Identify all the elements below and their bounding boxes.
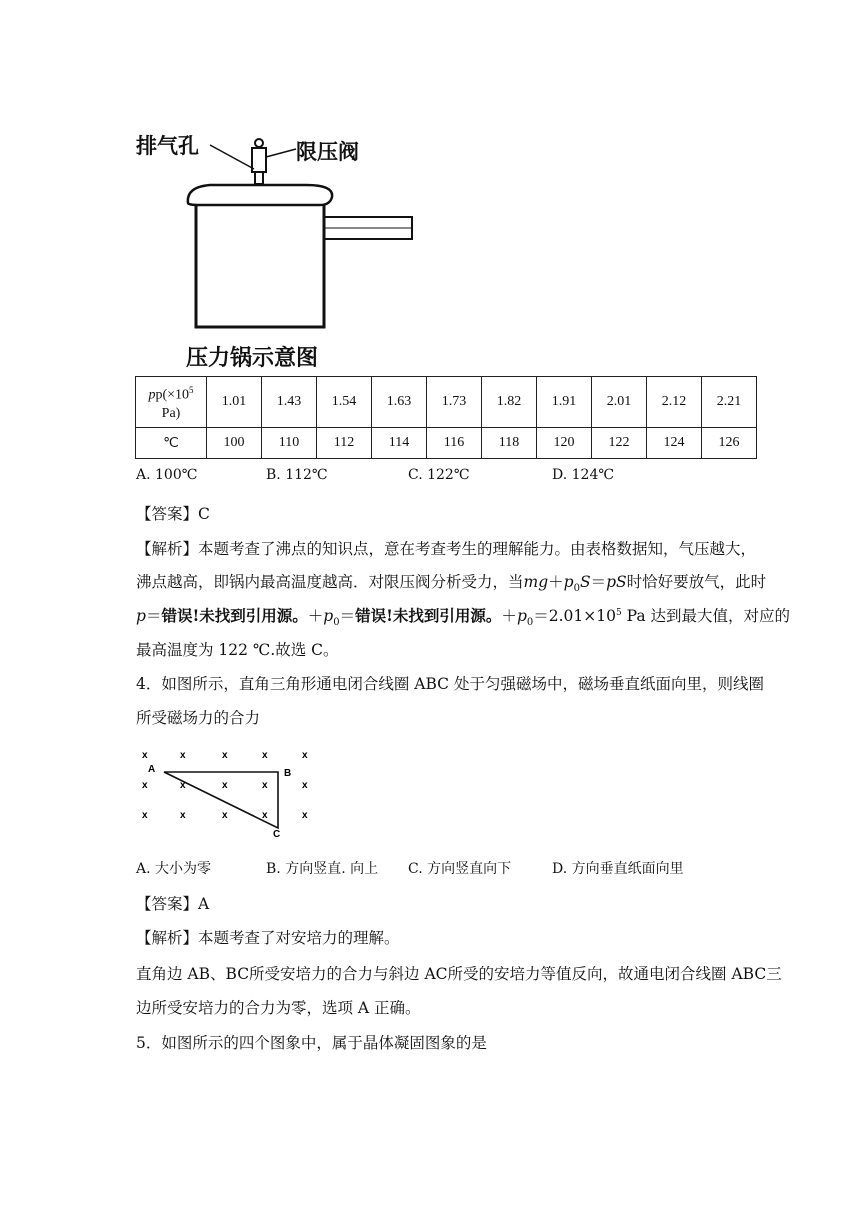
pressure-header-exp: 5 — [189, 385, 194, 396]
pressure-header-unit: Pa) — [161, 405, 181, 421]
pressure-cooker-diagram — [130, 125, 430, 375]
pressure-cell: 1.82 — [482, 377, 537, 428]
temperature-cell: 126 — [702, 428, 757, 459]
q3-option-b: B. 112℃ — [266, 467, 328, 483]
field-x-mark: x — [180, 810, 186, 821]
q4-option-a: A. 大小为零 — [136, 861, 212, 877]
q4-answer: 【答案】A — [136, 895, 210, 913]
field-x-mark: x — [142, 780, 148, 791]
pressure-cell: 1.63 — [372, 377, 427, 428]
temperature-cell: 110 — [262, 428, 317, 459]
vertex-label-a: A — [148, 764, 156, 775]
pressure-row — [136, 377, 757, 428]
field-x-mark: x — [302, 750, 308, 761]
pressure-cell: 1.91 — [537, 377, 592, 428]
field-x-mark: x — [180, 780, 186, 791]
field-x-mark: x — [262, 810, 268, 821]
q3-analysis-line-4: 最高温度为 122 ℃.故选 C。 — [136, 641, 339, 659]
q4-analysis-line-2: 直角边 AB、BC所受安培力的合力与斜边 AC所受的安培力等值反向，故通电闭合线圈 ABC三 — [136, 965, 782, 983]
field-x-mark: x — [302, 780, 308, 791]
temperature-cell: 116 — [427, 428, 482, 459]
q5-stem: 5．如图所示的四个图象中，属于晶体凝固图象的是 — [136, 1034, 487, 1052]
q4-analysis-line-3: 边所受安培力的合力为零，选项 A 正确。 — [136, 999, 421, 1017]
q3-option-d: D. 124℃ — [552, 467, 615, 483]
temperature-cell: 100 — [207, 428, 262, 459]
field-x-mark: x — [222, 780, 228, 791]
temperature-cell: 124 — [647, 428, 702, 459]
field-x-mark: x — [262, 780, 268, 791]
pressure-cell: 1.54 — [317, 377, 372, 428]
field-x-mark: x — [222, 810, 228, 821]
pressure-header-cell: $pp(\times 10^5$ Pa) — [136, 377, 207, 428]
vertex-label-b: B — [284, 768, 292, 779]
pressure-cell: 1.73 — [427, 377, 482, 428]
pressure-cell: 2.21 — [702, 377, 757, 428]
error-reference: 错误!未找到引用源。 — [161, 606, 308, 625]
field-x-mark: x — [180, 750, 186, 761]
cooker-lid — [188, 185, 332, 205]
analysis-text: Pa 达到最大值，对应的 — [626, 607, 791, 625]
valve-label: 限压阀 — [296, 140, 359, 164]
q4-analysis-line-1: 【解析】本题考查了对安培力的理解。 — [136, 929, 400, 947]
q4-option-b: B. 方向竖直. 向上 — [266, 861, 379, 877]
valve-leader-line — [266, 149, 296, 157]
q4-stem-line-2: 所受磁场力的合力 — [136, 709, 261, 727]
q4-stem-line-1: 4．如图所示，直角三角形通电闭合线圈 ABC 处于匀强磁场中，磁场垂直纸面向里，则线圈 — [136, 675, 764, 693]
temperature-cell: 118 — [482, 428, 537, 459]
field-x-mark: x — [262, 750, 268, 761]
magnetic-field-diagram — [130, 742, 320, 842]
field-x-mark: x — [302, 810, 308, 821]
vent-leader-line — [210, 145, 254, 169]
field-x-mark: x — [142, 810, 148, 821]
vent-label: 排气孔 — [136, 134, 199, 158]
valve-knob — [255, 139, 263, 147]
field-x-mark: x — [222, 750, 228, 761]
cooker-caption: 压力锅示意图 — [186, 346, 319, 371]
temperature-header-cell: ℃ — [136, 428, 207, 459]
q3-analysis-line-1: 【解析】本题考查了沸点的知识点，意在考查考生的理解能力。由表格数据知，气压越大， — [136, 540, 757, 558]
pressure-cell: 1.01 — [207, 377, 262, 428]
temperature-row — [136, 428, 757, 459]
vent-tube — [255, 172, 263, 184]
temperature-cell: 114 — [372, 428, 427, 459]
q3-analysis-line-2: 沸点越高，即锅内最高温度越高．对限压阀分析受力，当$mg+p_0S=pS$时恰好要放气，此时 — [136, 573, 767, 595]
pressure-cell: 2.01 — [592, 377, 647, 428]
temperature-cell: 112 — [317, 428, 372, 459]
analysis-text: 时恰好要放气，此时 — [626, 573, 767, 591]
q3-option-a: A. 100℃ — [136, 467, 198, 483]
q3-answer: 【答案】C — [136, 505, 210, 523]
analysis-text: 沸点越高，即锅内最高温度越高．对限压阀分析受力，当 — [136, 573, 524, 591]
cooker-body — [196, 205, 324, 327]
q3-option-c: C. 122℃ — [408, 467, 470, 483]
pressure-header-text: p(×10 — [155, 387, 190, 403]
pressure-temperature-table — [135, 376, 757, 459]
q4-option-d: D. 方向垂直纸面向里 — [552, 861, 684, 877]
field-x-marks — [142, 750, 308, 821]
temperature-cell: 120 — [537, 428, 592, 459]
q3-analysis-line-3: p＝错误!未找到引用源。$+p_0=$错误!未找到引用源。$+p_0=2.01\times 10^5$ Pa 达到最大值，对应的 — [136, 606, 791, 629]
field-x-mark: x — [142, 750, 148, 761]
pressure-cell: 1.43 — [262, 377, 317, 428]
pressure-cell: 2.12 — [647, 377, 702, 428]
error-reference: 错误!未找到引用源。 — [355, 606, 502, 625]
vertex-label-c: C — [273, 829, 281, 840]
q4-option-c: C. 方向竖直向下 — [408, 861, 512, 877]
temperature-cell: 122 — [592, 428, 647, 459]
